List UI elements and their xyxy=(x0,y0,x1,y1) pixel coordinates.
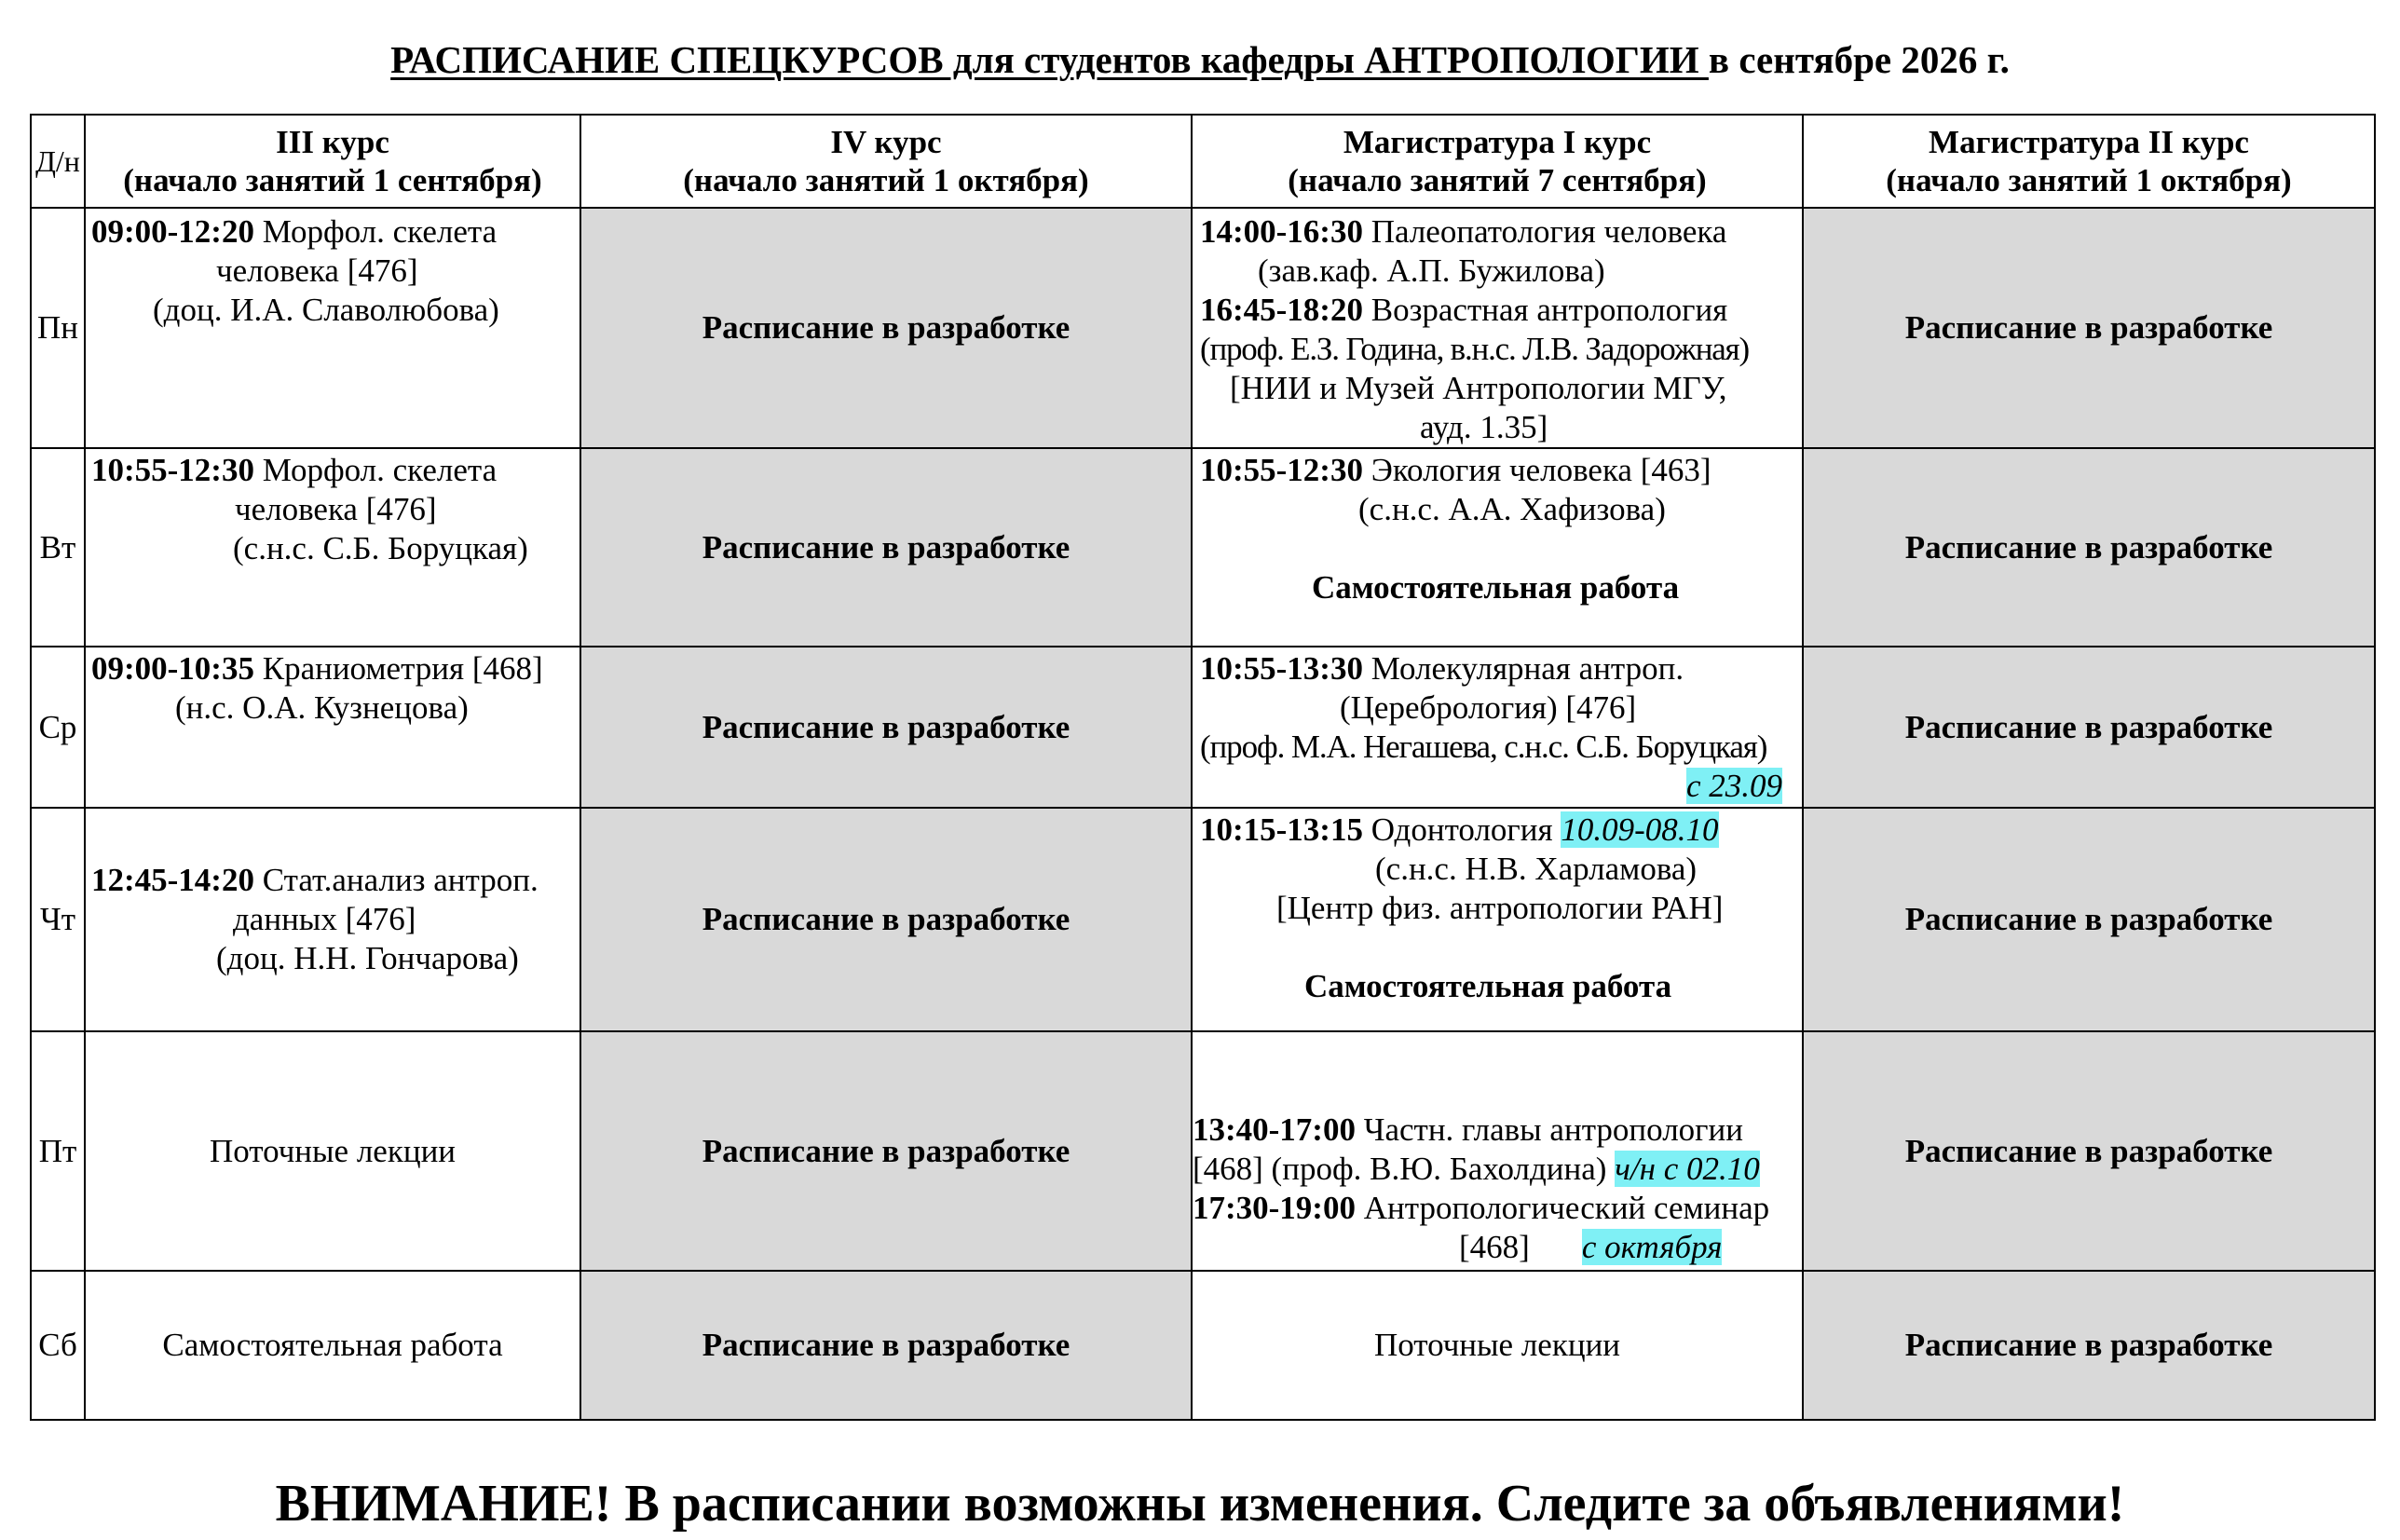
header-course-4: IV курс (начало занятий 1 октября) xyxy=(580,115,1192,208)
header-row xyxy=(31,115,2375,208)
m1-thu-cell: 10:15-13:15 Одонтология 10.09-08.10 (с.н.с. Н.В. Харламова) [Центр физ. антропологии РАН] Самостоятельная работа xyxy=(1192,808,1803,1031)
c3-tue-cell: 10:55-12:30 Морфол. скелета человека [476] (с.н.с. С.Б. Боруцкая) xyxy=(85,448,580,647)
title-rest: в сентябре 2026 г. xyxy=(1708,38,2010,81)
m2-fri-cell: Расписание в разработке xyxy=(1803,1031,2375,1271)
m1-fri-cell: 13:40-17:00 Частн. главы антропологии [468] (проф. В.Ю. Бахолдина) ч/н с 02.10 17:30-19:00 Антропологический семинар [468] с октября xyxy=(1192,1031,1803,1271)
m1-sat-cell: Поточные лекции xyxy=(1192,1271,1803,1420)
schedule-table xyxy=(30,114,2376,1421)
c3-wed-cell: 09:00-10:35 Краниометрия [468] (н.с. О.А. Кузнецова) xyxy=(85,647,580,808)
warning-note: ВНИМАНИЕ! В расписании возможны изменения. Следите за объявлениями! xyxy=(275,1475,2125,1533)
header-master-1: Магистратура I курс (начало занятий 7 сентября) xyxy=(1192,115,1803,208)
date-highlight: с октября xyxy=(1581,1229,1723,1265)
c4-mon-cell: Расписание в разработке xyxy=(580,208,1192,448)
row-wednesday xyxy=(31,647,2375,808)
m2-mon-cell: Расписание в разработке xyxy=(1803,208,2375,448)
m1-tue-cell: 10:55-12:30 Экология человека [463] (с.н.с. А.А. Хафизова) Самостоятельная работа xyxy=(1192,448,1803,647)
m2-wed-cell: Расписание в разработке xyxy=(1803,647,2375,808)
date-highlight: ч/н с 02.10 xyxy=(1615,1151,1760,1187)
m1-mon-cell: 14:00-16:30 Палеопатология человека (зав.каф. А.П. Бужилова) 16:45-18:20 Возрастная антропология (проф. Е.З. Година, в.н.с. Л.В. Задорожная) [НИИ и Музей Антропологии МГУ, ауд. 1.35] xyxy=(1192,208,1803,448)
c3-mon-cell: 09:00-12:20 Морфол. скелета человека [476] (доц. И.А. Славолюбова) xyxy=(85,208,580,448)
day-label: Пт xyxy=(31,1031,85,1271)
m2-sat-cell: Расписание в разработке xyxy=(1803,1271,2375,1420)
row-friday xyxy=(31,1031,2375,1271)
day-label: Пн xyxy=(31,208,85,448)
date-highlight: 10.09-08.10 xyxy=(1561,811,1719,848)
date-highlight: с 23.09 xyxy=(1686,768,1783,804)
header-day: Д/н xyxy=(31,115,85,208)
c4-fri-cell: Расписание в разработке xyxy=(580,1031,1192,1271)
day-label: Ср xyxy=(31,647,85,808)
title-underlined: РАСПИСАНИЕ СПЕЦКУРСОВ для студентов кафедры АНТРОПОЛОГИИ xyxy=(390,38,1709,81)
row-thursday xyxy=(31,808,2375,1031)
day-label: Чт xyxy=(31,808,85,1031)
m2-thu-cell: Расписание в разработке xyxy=(1803,808,2375,1031)
c3-thu-cell: 12:45-14:20 Стат.анализ антроп. данных [476] (доц. Н.Н. Гончарова) xyxy=(85,808,580,1031)
row-saturday xyxy=(31,1271,2375,1420)
c4-wed-cell: Расписание в разработке xyxy=(580,647,1192,808)
m1-wed-cell: 10:55-13:30 Молекулярная антроп. (Церебрология) [476] (проф. М.А. Негашева, с.н.с. С.Б. Боруцкая) с 23.09 xyxy=(1192,647,1803,808)
header-course-3: III курс (начало занятий 1 сентября) xyxy=(85,115,580,208)
page-title xyxy=(0,35,2400,84)
c4-thu-cell: Расписание в разработке xyxy=(580,808,1192,1031)
header-master-2: Магистратура II курс (начало занятий 1 октября) xyxy=(1803,115,2375,208)
c4-sat-cell: Расписание в разработке xyxy=(580,1271,1192,1420)
c3-fri-cell: Поточные лекции xyxy=(85,1031,580,1271)
row-tuesday xyxy=(31,448,2375,647)
row-monday xyxy=(31,208,2375,448)
m2-tue-cell: Расписание в разработке xyxy=(1803,448,2375,647)
c3-sat-cell: Самостоятельная работа xyxy=(85,1271,580,1420)
day-label: Вт xyxy=(31,448,85,647)
c4-tue-cell: Расписание в разработке xyxy=(580,448,1192,647)
day-label: Сб xyxy=(31,1271,85,1420)
